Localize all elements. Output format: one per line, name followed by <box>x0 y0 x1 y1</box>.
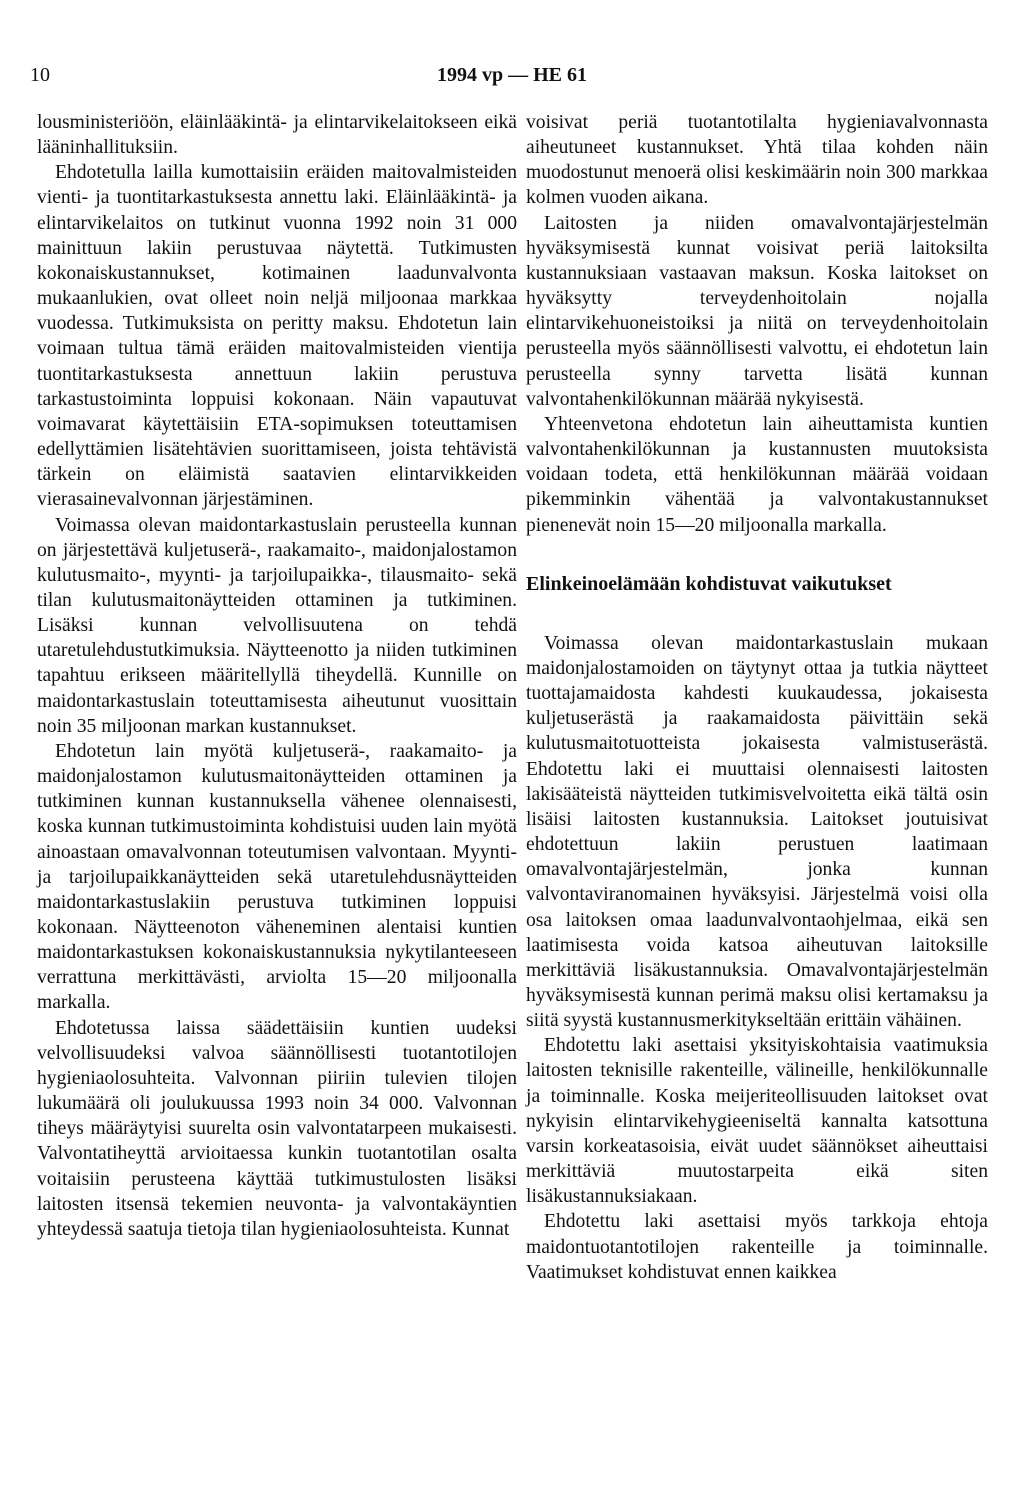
paragraph: Ehdotetun lain myötä kuljetuserä-, raakamaito- ja maidonjalostamon kulutusmaitonäytteiden ottaminen ja tutkiminen kunnan kustannuksella vähenee olennaisesti, koska kunnan tutkimustoiminta kohdistuisi uuden lain myötä ainoastaan omavalvonnan toteutumisen valvontaan. Myynti- ja tarjoilupaikkanäytteiden sekä utaretulehdusnäytteiden maidontarkastuslakiin perustuva tutkiminen loppuisi kokonaan. Näytteenoton väheneminen alentaisi kuntien maidontarkastuksen kokonaiskustannuksia nykytilanteeseen verrattuna merkittävästi, arviolta 15—20 miljoonalla markalla. <box>37 740 517 1014</box>
paragraph: lousministeriöön, eläinlääkintä- ja elintarvikelaitokseen eikä lääninhallituksiin. <box>37 112 517 159</box>
paragraph: Yhteenvetona ehdotetun lain aiheuttamista kuntien valvontahenkilökunnan ja kustannusten muutoksista voidaan todeta, että henkilökunnan määrää voidaan pikemminkin vähentää ja valvontakustannukset pienenevät noin 15—20 miljoonalla markalla. <box>526 413 988 536</box>
running-title: 1994 vp — HE 61 <box>436 64 588 86</box>
right-column <box>526 110 988 1285</box>
left-column <box>37 110 517 1242</box>
paragraph: Ehdotetulla lailla kumottaisiin eräiden maitovalmisteiden vienti- ja tuontitarkastuksesta annettu laki. Eläinlääkintä- ja elintarvikelaitos on tutkinut vuonna 1992 noin 31 000 mainittuun lakiin perustuvaa näytettä. Tutkimusten kokonaiskustannukset, kotimainen laadunvalvonta mukaanlukien, ovat olleet noin neljä miljoonaa markkaa vuodessa. Tutkimuksista on peritty maksu. Ehdotetun lain voimaan tultua tämä eräiden maitovalmisteiden vientija tuontitarkastuksesta annettuun lakiin perustuva tarkastustoiminta loppuisi kokonaan. Näin vapautuvat voimavarat käytettäisiin ETA-sopimuksen toteuttamisen edellyttämien lisätehtävien suorittamiseen, joista tehtävistä tärkein on eläimistä saatavien elintarvikkeiden vierasainevalvonnan järjestäminen. <box>37 162 517 511</box>
paragraph: Ehdotettu laki asettaisi myös tarkkoja ehtoja maidontuotantotilojen rakenteille ja toiminnalle. Vaatimukset kohdistuvat ennen kaikkea <box>526 1211 988 1283</box>
paragraph: Voimassa olevan maidontarkastuslain perusteella kunnan on järjestettävä kuljetuserä-, raakamaito-, maidonjalostamon kulutusmaito-, myynti- ja tarjoilupaikka-, tilausmaito- sekä tilan kulutusmaitonäytteiden ottaminen ja tutkiminen. Lisäksi kunnan velvollisuutena on tehdä utaretulehdustutkimuksia. Näytteenotto ja niiden tutkiminen tapahtuu erikseen määritellyllä tiheydellä. Kunnille on maidontarkastuslain toteuttamisesta aiheutunut vuosittain noin 35 miljoonan markan kustannukset. <box>37 514 517 737</box>
paragraph: Voimassa olevan maidontarkastuslain mukaan maidonjalostamoiden on täytynyt ottaa ja tutkia näytteet tuottajamaidosta kahdesti kuukaudessa, jokaisesta kuljetuserästä ja raakamaidosta päivittäin sekä kulutusmaitotuotteista jokaisesta valmistuserästä. Ehdotettu laki ei muuttaisi olennaisesti laitosten lakisääteistä näytteiden tutkimisvelvoitetta eikä tältä osin lisäisi laitosten kustannuksia. Laitokset joutuisivat ehdotettuun lakiin perustuen laatimaan omavalvontajärjestelmän, jonka kunnan valvontaviranomainen hyväksyisi. Järjestelmä voisi olla osa laitoksen omaa laadunvalvontaohjelmaa, eikä sen laatimisesta voida katsoa aiheutuvan laitoksille merkittäviä lisäkustannuksia. Omavalvontajärjestelmän hyväksymisestä kunnan perimä maksu olisi kertamaksu ja siitä syystä kustannusmerkitykseltään erittäin vähäinen. <box>526 632 988 1032</box>
paragraph: Ehdotetussa laissa säädettäisiin kuntien uudeksi velvollisuudeksi valvoa säännöllisesti tuotantotilojen hygieniaolosuhteita. Valvonnan piiriin tulevien tilojen lukumäärä oli joulukuussa 1993 noin 34 000. Valvonnan tiheys määräytyisi suurelta osin valvontatarpeen mukaisesti. Valvontatiheyttä arvioitaessa kunkin tuotantotilan osalta voitaisiin perusteena käyttää tutkimustulosten lisäksi laitosten itsensä tekemien neuvonta- ja valvontakäyntien yhteydessä saatuja tietoja tilan hygieniaolosuhteista. Kunnat <box>37 1017 517 1240</box>
section-heading: Elinkeinoelämään kohdistuvat vaikutukset <box>526 572 892 595</box>
paragraph: voisivat periä tuotantotilalta hygieniavalvonnasta aiheutuneet kustannukset. Yhtä tilaa kohden näin muodostunut menoerä olisi keskimäärin noin 300 markkaa kolmen vuoden aikana. <box>526 112 988 209</box>
paragraph: Ehdotettu laki asettaisi yksityiskohtaisia vaatimuksia laitosten teknisille rakenteille, välineille, henkilökunnalle ja toiminnalle. Koska meijeriteollisuuden laitokset ovat nykyisin elintarvikehygieeniseltä kannalta katsottuna varsin korkeatasoisia, eivät uudet säännökset aiheuttaisi merkittäviä muutostarpeita eikä siten lisäkustannuksiakaan. <box>526 1035 988 1208</box>
paragraph: Laitosten ja niiden omavalvontajärjestelmän hyväksymisestä kunnat voisivat periä laitoksilta kustannuksiaan vastaavan maksun. Koska laitokset on hyväksytty terveydenhoitolain nojalla elintarvikehuoneistoiksi ja niitä on terveydenhoitolain perusteella myös säännöllisesti valvottu, ei ehdotetun lain perusteella synny tarvetta lisätä kunnan valvontahenkilökunnan määrää nykyisestä. <box>526 212 988 410</box>
page-number: 10 <box>30 64 50 86</box>
